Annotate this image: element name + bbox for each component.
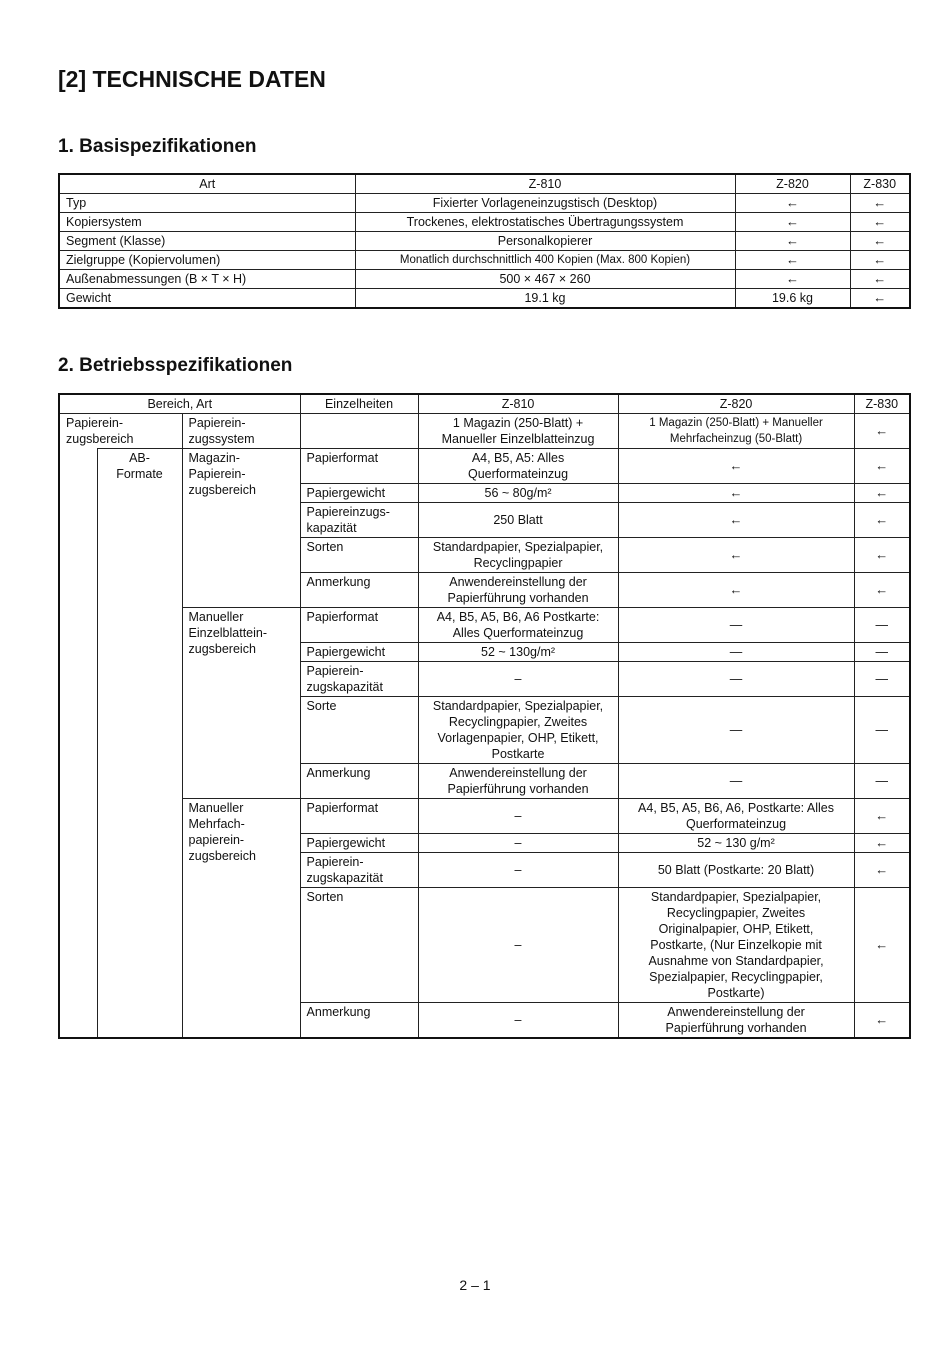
cell-z820: — xyxy=(618,662,854,697)
basic-spec-table xyxy=(58,173,911,309)
header-z830: Z-830 xyxy=(850,174,910,194)
cell-z810: 56 ~ 80g/m² xyxy=(418,484,618,503)
table-row xyxy=(59,289,910,309)
cell-z830: ← xyxy=(854,799,910,834)
cell-z820: 52 ~ 130 g/m² xyxy=(618,834,854,853)
cell-z810: Anwendereinstellung der Papierführung vorhanden xyxy=(418,764,618,799)
row-label: Papiergewicht xyxy=(300,834,418,853)
row-label: Segment (Klasse) xyxy=(59,232,355,251)
section1-heading: 1. Basispezifikationen xyxy=(58,136,257,157)
page-title: [2] TECHNISCHE DATEN xyxy=(58,66,326,92)
cell-z820: A4, B5, A5, B6, A6, Postkarte: Alles Querformateinzug xyxy=(618,799,854,834)
table-row xyxy=(59,270,910,289)
cell-z830: — xyxy=(854,697,910,764)
cell-z820: ← xyxy=(618,538,854,573)
header-bereich: Bereich, Art xyxy=(59,394,300,414)
row-label: Gewicht xyxy=(59,289,355,309)
cell-z830: ← xyxy=(854,888,910,1003)
table-header-row xyxy=(59,174,910,194)
header-z810: Z-810 xyxy=(418,394,618,414)
cell-z810: A4, B5, A5, B6, A6 Postkarte: Alles Querformateinzug xyxy=(418,608,618,643)
row-label: Anmerkung xyxy=(300,573,418,608)
cell-z820: — xyxy=(618,643,854,662)
cell-z820: ← xyxy=(735,232,850,251)
cell-z820: ← xyxy=(618,503,854,538)
cell-z820: ← xyxy=(618,573,854,608)
papiereinzugsbereich-label: Papierein- zugsbereich xyxy=(59,414,182,449)
row-label: Papierformat xyxy=(300,449,418,484)
row-label: Typ xyxy=(59,194,355,213)
cell-z820: 1 Magazin (250-Blatt) + Manueller Mehrfacheinzug (50-Blatt) xyxy=(618,414,854,449)
ab-formate-label: AB- Formate xyxy=(97,449,182,1039)
cell-z810: – xyxy=(418,1003,618,1039)
cell-z810: Personalkopierer xyxy=(355,232,735,251)
cell-z830: ← xyxy=(850,213,910,232)
cell-z820: ← xyxy=(735,213,850,232)
cell-z810: A4, B5, A5: Alles Querformateinzug xyxy=(418,449,618,484)
cell-z830: ← xyxy=(854,449,910,484)
row-label: Sorte xyxy=(300,697,418,764)
cell-z810: Fixierter Vorlageneinzugstisch (Desktop) xyxy=(355,194,735,213)
cell-z820: Anwendereinstellung der Papierführung vorhanden xyxy=(618,1003,854,1039)
cell-z830: ← xyxy=(854,834,910,853)
cell-z830: — xyxy=(854,662,910,697)
header-einzelheiten: Einzelheiten xyxy=(300,394,418,414)
table-row xyxy=(59,213,910,232)
cell-z820: Standardpapier, Spezialpapier, Recyclingpapier, Zweites Originalpapier, OHP, Etikett, Postkarte, (Nur Einzelkopie mit Ausnahme von Standardpapier, Spezialpapier, Recyclingpapier, Postkarte) xyxy=(618,888,854,1003)
header-z820: Z-820 xyxy=(618,394,854,414)
cell-z810: – xyxy=(418,834,618,853)
table-row xyxy=(59,414,910,449)
cell-z830: ← xyxy=(850,289,910,309)
header-z830: Z-830 xyxy=(854,394,910,414)
row-label: Anmerkung xyxy=(300,1003,418,1039)
cell-z830: ← xyxy=(854,538,910,573)
page-number: 2 – 1 xyxy=(459,1277,491,1293)
cell-z820: — xyxy=(618,764,854,799)
einzelblatt-label: Manueller Einzelblattein- zugsbereich xyxy=(182,608,300,799)
cell-z810: – xyxy=(418,662,618,697)
table-row xyxy=(59,799,910,834)
cell-z830: — xyxy=(854,764,910,799)
cell-z810: 19.1 kg xyxy=(355,289,735,309)
row-label: Papiereinzugs- kapazität xyxy=(300,503,418,538)
cell-z810: – xyxy=(418,888,618,1003)
section2-heading: 2. Betriebsspezifikationen xyxy=(58,355,293,376)
cell-z820: ← xyxy=(618,484,854,503)
table-row xyxy=(59,232,910,251)
table-row xyxy=(59,608,910,643)
cell-z810: – xyxy=(418,853,618,888)
cell-z830: ← xyxy=(854,573,910,608)
left-spacer xyxy=(59,449,97,1039)
cell-z810: Anwendereinstellung der Papierführung vorhanden xyxy=(418,573,618,608)
cell-z830: ← xyxy=(854,414,910,449)
header-z810: Z-810 xyxy=(355,174,735,194)
cell-z830: ← xyxy=(850,194,910,213)
header-z820: Z-820 xyxy=(735,174,850,194)
cell-z810: 1 Magazin (250-Blatt) + Manueller Einzelblatteinzug xyxy=(418,414,618,449)
cell-z830: — xyxy=(854,643,910,662)
row-label: Kopiersystem xyxy=(59,213,355,232)
cell-z810: 500 × 467 × 260 xyxy=(355,270,735,289)
cell-z810: 52 ~ 130g/m² xyxy=(418,643,618,662)
papiereinzugssystem-label: Papierein- zugssystem xyxy=(182,414,300,449)
row-label: Zielgruppe (Kopiervolumen) xyxy=(59,251,355,270)
header-art: Art xyxy=(59,174,355,194)
row-label: Sorten xyxy=(300,888,418,1003)
cell-z820: ← xyxy=(735,270,850,289)
cell-z810: 250 Blatt xyxy=(418,503,618,538)
magazin-label: Magazin- Papierein- zugsbereich xyxy=(182,449,300,608)
mehrfach-label: Manueller Mehrfach- papierein- zugsbereich xyxy=(182,799,300,1039)
row-label: Papiergewicht xyxy=(300,643,418,662)
row-label: Anmerkung xyxy=(300,764,418,799)
row-label: Papierein- zugskapazität xyxy=(300,662,418,697)
row-label: Außenabmessungen (B × T × H) xyxy=(59,270,355,289)
cell-z810: Trockenes, elektrostatisches Übertragungssystem xyxy=(355,213,735,232)
cell-z810: – xyxy=(418,799,618,834)
cell-z820: — xyxy=(618,608,854,643)
cell-z820: ← xyxy=(618,449,854,484)
cell-z830: — xyxy=(854,608,910,643)
cell-z810: Standardpapier, Spezialpapier, Recyclingpapier, Zweites Vorlagenpapier, OHP, Etikett, Postkarte xyxy=(418,697,618,764)
row-label: Papierformat xyxy=(300,608,418,643)
cell-z830: ← xyxy=(850,232,910,251)
table-header-row xyxy=(59,394,910,414)
cell-z820: ← xyxy=(735,251,850,270)
cell-z830: ← xyxy=(854,853,910,888)
cell-z820: 19.6 kg xyxy=(735,289,850,309)
cell-z830: ← xyxy=(850,251,910,270)
cell-z830: ← xyxy=(854,503,910,538)
cell-z820: ← xyxy=(735,194,850,213)
cell-z830: ← xyxy=(854,1003,910,1039)
cell-z810: Monatlich durchschnittlich 400 Kopien (Max. 800 Kopien) xyxy=(355,251,735,270)
row-label: Papiergewicht xyxy=(300,484,418,503)
row-label: Sorten xyxy=(300,538,418,573)
row-label: Papierformat xyxy=(300,799,418,834)
table-row xyxy=(59,251,910,270)
cell-z820: — xyxy=(618,697,854,764)
row-label: Papierein- zugskapazität xyxy=(300,853,418,888)
cell-z810: Standardpapier, Spezialpapier, Recyclingpapier xyxy=(418,538,618,573)
cell-einzelheiten xyxy=(300,414,418,449)
cell-z820: 50 Blatt (Postkarte: 20 Blatt) xyxy=(618,853,854,888)
cell-z830: ← xyxy=(854,484,910,503)
cell-z830: ← xyxy=(850,270,910,289)
table-row xyxy=(59,449,910,484)
table-row xyxy=(59,194,910,213)
operating-spec-table xyxy=(58,393,911,1039)
